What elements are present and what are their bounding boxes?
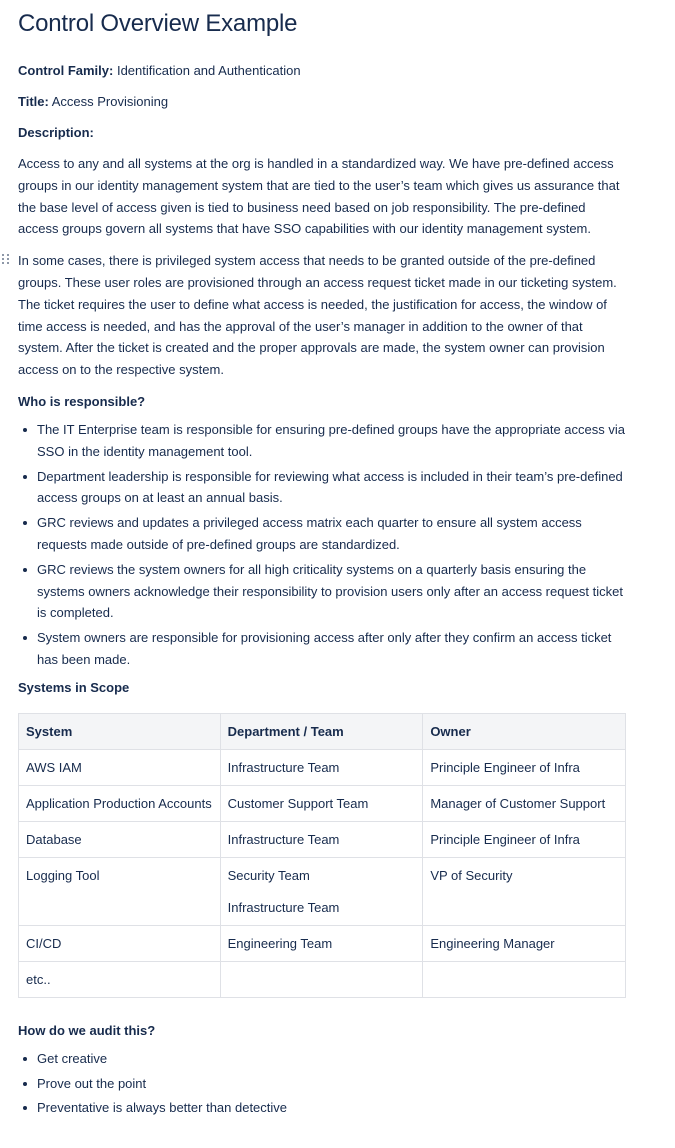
drag-handle-icon[interactable]	[2, 254, 10, 264]
cell-system: etc..	[19, 961, 221, 997]
cell-owner: Principle Engineer of Infra	[423, 821, 626, 857]
cell-team: Infrastructure Team	[220, 749, 423, 785]
table-row	[19, 857, 626, 925]
cell-owner: VP of Security	[423, 857, 626, 925]
cell-owner: Manager of Customer Support	[423, 785, 626, 821]
responsible-list	[18, 419, 628, 671]
cell-team: Infrastructure Team	[220, 821, 423, 857]
title-label: Title:	[18, 94, 49, 109]
description-paragraph-2: In some cases, there is privileged system access that needs to be granted outside of the pre-defined groups. These user roles are provisioned through an access request ticket made in our ticketing system. The ticket requires the user to define what access is needed, the justification for access, the window of time access is needed, and has the approval of the user’s manager in addition to the owner of that system. After the ticket is created and the proper approvals are made, the system owner can provision access on to the respective system.	[18, 253, 617, 378]
table-row	[19, 925, 626, 961]
list-item: GRC reviews the system owners for all high criticality systems on a quarterly basis ensuring the systems owners acknowledge their responsibility to provision users only after an access request ticket is completed.	[37, 559, 628, 624]
list-item: Prove out the point	[37, 1073, 628, 1095]
cell-team-line: Infrastructure Team	[227, 899, 340, 915]
cell-team: Customer Support Team	[220, 785, 423, 821]
audit-list	[18, 1048, 628, 1119]
cell-system: CI/CD	[19, 925, 221, 961]
title-field	[18, 91, 657, 122]
table-row	[19, 749, 626, 785]
list-item: Preventative is always better than detective	[37, 1097, 628, 1119]
cell-owner	[423, 961, 626, 997]
cell-team	[220, 961, 423, 997]
table-row	[19, 821, 626, 857]
description-paragraph-2-block	[18, 250, 628, 381]
cell-system: Logging Tool	[19, 857, 221, 925]
cell-team: Engineering Team	[220, 925, 423, 961]
control-family-field	[18, 60, 657, 91]
cell-owner: Engineering Manager	[423, 925, 626, 961]
column-header-owner: Owner	[423, 713, 626, 749]
cell-system: AWS IAM	[19, 749, 221, 785]
table-header-row	[19, 713, 626, 749]
list-item: The IT Enterprise team is responsible for ensuring pre-defined groups have the appropriate access via SSO in the identity management tool.	[37, 419, 628, 463]
systems-table	[18, 713, 626, 998]
cell-owner: Principle Engineer of Infra	[423, 749, 626, 785]
description-field	[18, 122, 657, 153]
page-title: Control Overview Example	[18, 10, 298, 37]
systems-heading: Systems in Scope	[18, 679, 130, 695]
audit-heading: How do we audit this?	[18, 1022, 156, 1038]
title-value: Access Provisioning	[51, 94, 169, 109]
list-item: GRC reviews and updates a privileged access matrix each quarter to ensure all system access requests made outside of pre-defined groups are standardized.	[37, 512, 628, 556]
cell-team-line: Security Team	[227, 867, 310, 883]
list-item: System owners are responsible for provisioning access after only after they confirm an access ticket has been made.	[37, 627, 628, 671]
control-family-value: Identification and Authentication	[116, 63, 301, 78]
description-label: Description:	[18, 125, 94, 140]
list-item: Get creative	[37, 1048, 628, 1070]
description-paragraph-1: Access to any and all systems at the org is handled in a standardized way. We have pre-defined access groups in our identity management system that are tied to the user’s team which gives us assurance that the base level of access given is tied to business need based on job responsibility. The pre-defined access groups govern all systems that have SSO capabilities with our identity management system.	[18, 156, 620, 237]
column-header-team: Department / Team	[220, 713, 423, 749]
control-family-label: Control Family:	[18, 63, 114, 78]
table-row	[19, 961, 626, 997]
cell-system: Database	[19, 821, 221, 857]
responsible-heading: Who is responsible?	[18, 393, 146, 409]
list-item: Department leadership is responsible for reviewing what access is included in their team’s pre-defined access groups on at least an annual basis.	[37, 466, 628, 510]
column-header-system: System	[19, 713, 221, 749]
cell-system: Application Production Accounts	[19, 785, 221, 821]
cell-team	[220, 857, 423, 925]
table-row	[19, 785, 626, 821]
